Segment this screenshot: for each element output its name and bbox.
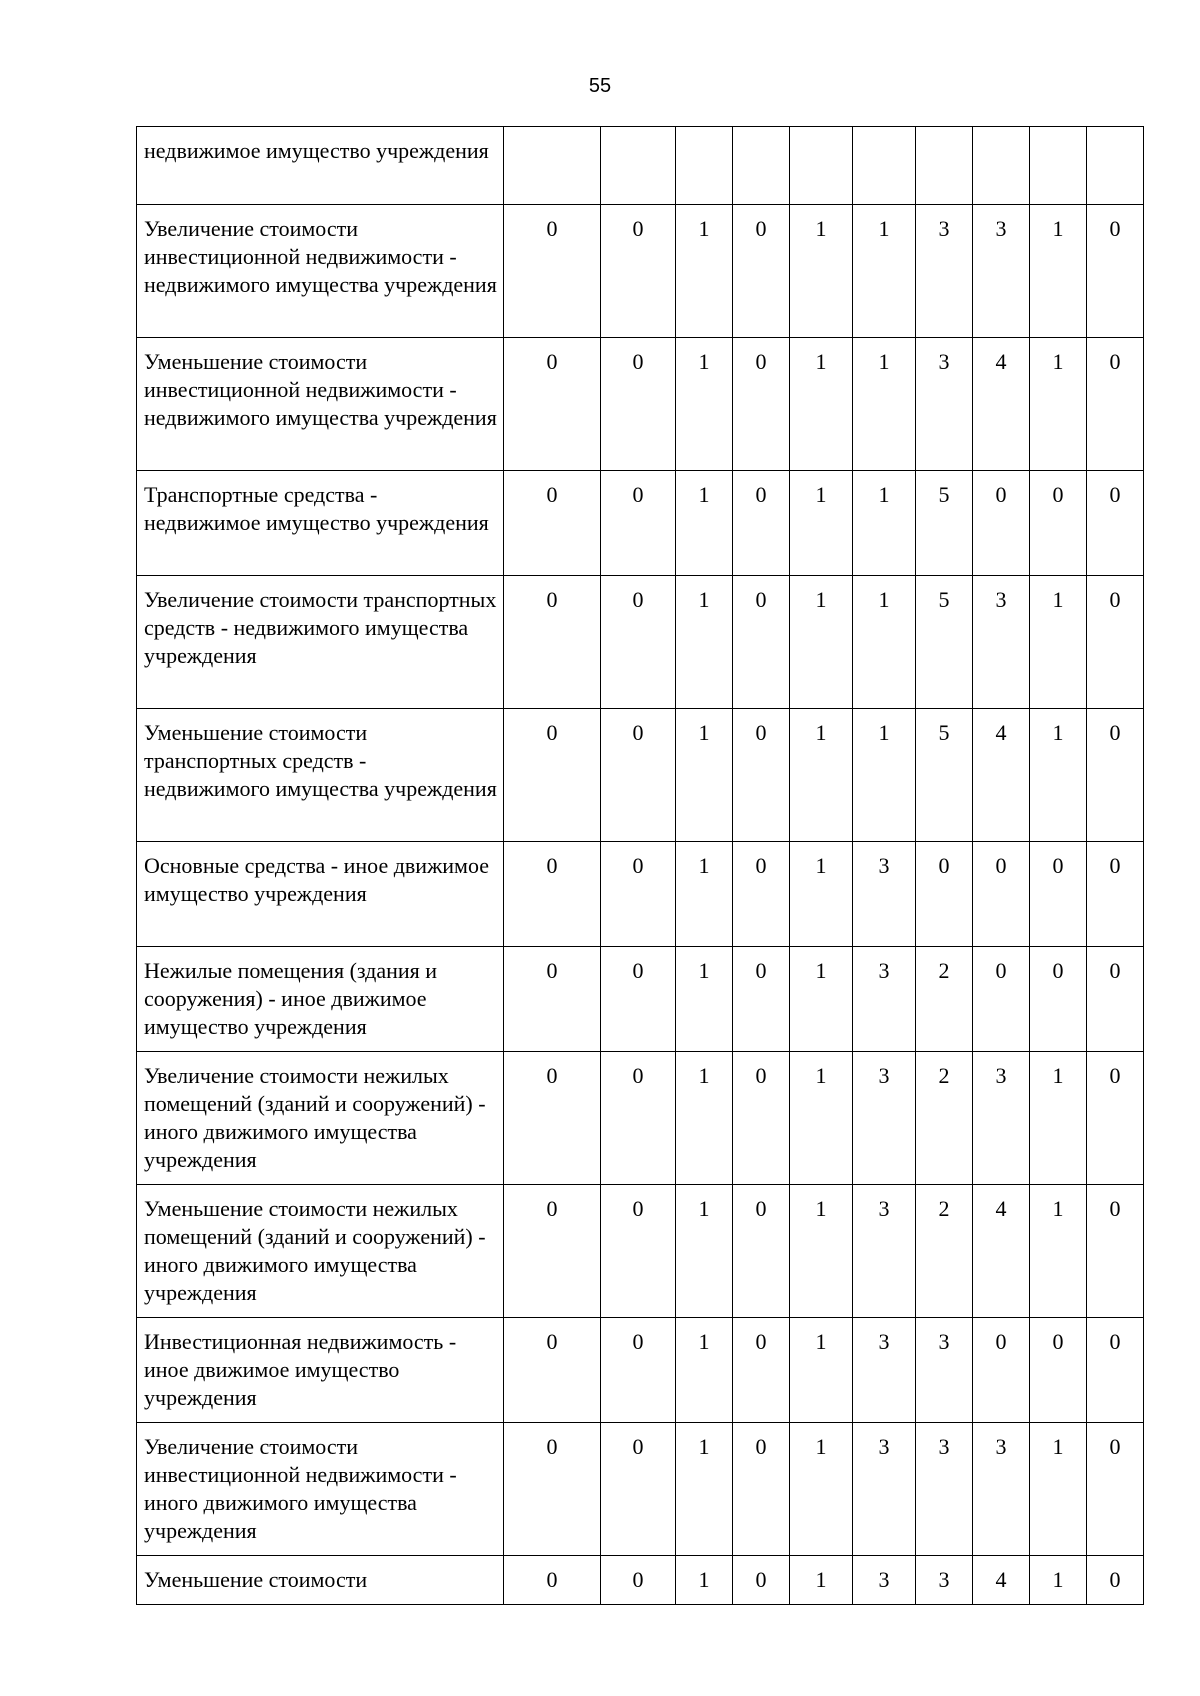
code-digit-cell: [504, 127, 601, 205]
code-digit-cell: 1: [676, 338, 733, 471]
code-digit-cell: 1: [1030, 338, 1087, 471]
code-digit-cell: 1: [676, 1556, 733, 1605]
account-name-cell: Транспортные средства - недвижимое имущество учреждения: [137, 471, 504, 576]
code-digit-cell: 1: [853, 205, 916, 338]
code-digit-cell: 0: [733, 1185, 790, 1318]
code-digit-cell: 5: [916, 576, 973, 709]
code-digit-cell: 1: [1030, 1185, 1087, 1318]
code-digit-cell: 0: [1087, 709, 1144, 842]
code-digit-cell: 0: [1087, 338, 1144, 471]
code-digit-cell: 0: [733, 842, 790, 947]
table-row: [137, 1052, 1144, 1185]
account-name-cell: недвижимое имущество учреждения: [137, 127, 504, 205]
code-digit-cell: 1: [853, 709, 916, 842]
code-digit-cell: 0: [601, 842, 676, 947]
code-digit-cell: 0: [504, 205, 601, 338]
code-digit-cell: 0: [733, 709, 790, 842]
table-row: [137, 127, 1144, 205]
table-row: [137, 947, 1144, 1052]
code-digit-cell: 3: [853, 842, 916, 947]
table-row: [137, 205, 1144, 338]
code-digit-cell: 0: [1087, 1185, 1144, 1318]
code-digit-cell: 0: [601, 1052, 676, 1185]
code-digit-cell: 5: [916, 471, 973, 576]
account-name-cell: Нежилые помещения (здания и сооружения) - иное движимое имущество учреждения: [137, 947, 504, 1052]
code-digit-cell: 0: [504, 1318, 601, 1423]
code-digit-cell: [601, 127, 676, 205]
code-digit-cell: [733, 127, 790, 205]
code-digit-cell: 0: [733, 205, 790, 338]
code-digit-cell: 1: [676, 576, 733, 709]
code-digit-cell: 3: [853, 1423, 916, 1556]
code-digit-cell: 0: [504, 842, 601, 947]
code-digit-cell: [916, 127, 973, 205]
code-digit-cell: 3: [853, 1052, 916, 1185]
code-digit-cell: 0: [504, 1423, 601, 1556]
code-digit-cell: 1: [676, 709, 733, 842]
code-digit-cell: 1: [676, 1052, 733, 1185]
code-digit-cell: 0: [733, 1423, 790, 1556]
code-digit-cell: 3: [916, 1556, 973, 1605]
table-row: [137, 1556, 1144, 1605]
code-digit-cell: 3: [916, 1318, 973, 1423]
code-digit-cell: 0: [973, 471, 1030, 576]
code-digit-cell: 0: [1030, 471, 1087, 576]
code-digit-cell: 1: [676, 1318, 733, 1423]
code-digit-cell: 1: [676, 947, 733, 1052]
code-digit-cell: 1: [1030, 205, 1087, 338]
code-digit-cell: 0: [733, 471, 790, 576]
code-digit-cell: 3: [916, 205, 973, 338]
code-digit-cell: 0: [504, 576, 601, 709]
code-digit-cell: 0: [1087, 576, 1144, 709]
code-digit-cell: 1: [676, 842, 733, 947]
code-digit-cell: 0: [1087, 1318, 1144, 1423]
code-digit-cell: 0: [504, 1556, 601, 1605]
code-digit-cell: 1: [1030, 1423, 1087, 1556]
code-digit-cell: 2: [916, 1052, 973, 1185]
code-digit-cell: 0: [504, 1052, 601, 1185]
code-digit-cell: 1: [790, 1318, 853, 1423]
account-name-cell: Уменьшение стоимости: [137, 1556, 504, 1605]
code-digit-cell: 1: [1030, 1052, 1087, 1185]
code-digit-cell: 0: [916, 842, 973, 947]
code-digit-cell: 1: [1030, 709, 1087, 842]
code-digit-cell: 3: [916, 338, 973, 471]
code-digit-cell: 0: [504, 338, 601, 471]
code-digit-cell: 0: [601, 947, 676, 1052]
code-digit-cell: 1: [853, 338, 916, 471]
page-number: 55: [588, 75, 612, 97]
code-digit-cell: 0: [601, 1556, 676, 1605]
code-digit-cell: 0: [1087, 947, 1144, 1052]
code-digit-cell: 0: [733, 1318, 790, 1423]
code-digit-cell: 0: [601, 471, 676, 576]
table-row: [137, 576, 1144, 709]
code-digit-cell: 1: [790, 1052, 853, 1185]
code-digit-cell: 0: [601, 1423, 676, 1556]
code-digit-cell: 1: [1030, 576, 1087, 709]
code-digit-cell: 1: [790, 471, 853, 576]
code-digit-cell: 1: [1030, 1556, 1087, 1605]
code-digit-cell: 3: [853, 1185, 916, 1318]
code-digit-cell: 0: [1087, 1052, 1144, 1185]
table-row: [137, 338, 1144, 471]
code-digit-cell: 1: [676, 471, 733, 576]
code-digit-cell: 0: [1030, 947, 1087, 1052]
code-digit-cell: [1087, 127, 1144, 205]
code-digit-cell: 3: [916, 1423, 973, 1556]
code-digit-cell: 0: [601, 338, 676, 471]
code-digit-cell: 1: [790, 338, 853, 471]
code-digit-cell: 0: [733, 576, 790, 709]
account-name-cell: Инвестиционная недвижимость - иное движимое имущество учреждения: [137, 1318, 504, 1423]
account-name-cell: Уменьшение стоимости нежилых помещений (зданий и сооружений) - иного движимого имущества учреждения: [137, 1185, 504, 1318]
table-body: [137, 127, 1144, 1605]
table-row: [137, 709, 1144, 842]
code-digit-cell: [676, 127, 733, 205]
code-digit-cell: 0: [504, 1185, 601, 1318]
code-digit-cell: 0: [733, 947, 790, 1052]
code-digit-cell: 1: [676, 205, 733, 338]
code-digit-cell: 0: [1030, 1318, 1087, 1423]
code-digit-cell: 1: [790, 1556, 853, 1605]
code-digit-cell: 0: [973, 1318, 1030, 1423]
table-row: [137, 842, 1144, 947]
code-digit-cell: 0: [601, 205, 676, 338]
code-digit-cell: 0: [733, 1052, 790, 1185]
account-name-cell: Увеличение стоимости транспортных средств - недвижимого имущества учреждения: [137, 576, 504, 709]
code-digit-cell: 0: [733, 338, 790, 471]
code-digit-cell: [853, 127, 916, 205]
code-digit-cell: 3: [853, 1318, 916, 1423]
code-digit-cell: 2: [916, 1185, 973, 1318]
code-digit-cell: 3: [973, 205, 1030, 338]
code-digit-cell: 4: [973, 709, 1030, 842]
code-digit-cell: 0: [504, 709, 601, 842]
code-digit-cell: 1: [790, 1185, 853, 1318]
table-row: [137, 1318, 1144, 1423]
code-digit-cell: 1: [790, 842, 853, 947]
code-digit-cell: 4: [973, 338, 1030, 471]
code-digit-cell: 2: [916, 947, 973, 1052]
code-digit-cell: 1: [676, 1185, 733, 1318]
code-digit-cell: 1: [853, 471, 916, 576]
code-digit-cell: 0: [973, 947, 1030, 1052]
code-digit-cell: 0: [504, 947, 601, 1052]
code-digit-cell: 1: [790, 947, 853, 1052]
code-digit-cell: 0: [601, 709, 676, 842]
code-digit-cell: 1: [676, 1423, 733, 1556]
code-digit-cell: 0: [601, 1318, 676, 1423]
code-digit-cell: 1: [790, 709, 853, 842]
code-digit-cell: 0: [601, 576, 676, 709]
account-name-cell: Основные средства - иное движимое имущество учреждения: [137, 842, 504, 947]
code-digit-cell: 0: [1087, 842, 1144, 947]
code-digit-cell: 3: [973, 1423, 1030, 1556]
code-digit-cell: 4: [973, 1556, 1030, 1605]
code-digit-cell: 3: [973, 576, 1030, 709]
account-name-cell: Увеличение стоимости инвестиционной недвижимости - недвижимого имущества учреждения: [137, 205, 504, 338]
code-digit-cell: 1: [790, 1423, 853, 1556]
code-digit-cell: 0: [973, 842, 1030, 947]
account-name-cell: Уменьшение стоимости транспортных средств - недвижимого имущества учреждения: [137, 709, 504, 842]
code-digit-cell: [973, 127, 1030, 205]
table-row: [137, 1423, 1144, 1556]
code-digit-cell: 0: [1087, 205, 1144, 338]
code-digit-cell: 1: [790, 205, 853, 338]
account-name-cell: Увеличение стоимости нежилых помещений (зданий и сооружений) - иного движимого имущества учреждения: [137, 1052, 504, 1185]
accounts-table: [136, 126, 1144, 1605]
table-row: [137, 1185, 1144, 1318]
code-digit-cell: 4: [973, 1185, 1030, 1318]
account-name-cell: Увеличение стоимости инвестиционной недвижимости - иного движимого имущества учреждения: [137, 1423, 504, 1556]
account-name-cell: Уменьшение стоимости инвестиционной недвижимости - недвижимого имущества учреждения: [137, 338, 504, 471]
code-digit-cell: 1: [853, 576, 916, 709]
code-digit-cell: 3: [853, 1556, 916, 1605]
table-row: [137, 471, 1144, 576]
code-digit-cell: 1: [790, 576, 853, 709]
code-digit-cell: 0: [1030, 842, 1087, 947]
code-digit-cell: 0: [733, 1556, 790, 1605]
code-digit-cell: 0: [601, 1185, 676, 1318]
code-digit-cell: 3: [853, 947, 916, 1052]
code-digit-cell: 0: [1087, 1423, 1144, 1556]
code-digit-cell: [1030, 127, 1087, 205]
code-digit-cell: 5: [916, 709, 973, 842]
code-digit-cell: 0: [504, 471, 601, 576]
code-digit-cell: [790, 127, 853, 205]
code-digit-cell: 0: [1087, 471, 1144, 576]
code-digit-cell: 3: [973, 1052, 1030, 1185]
code-digit-cell: 0: [1087, 1556, 1144, 1605]
